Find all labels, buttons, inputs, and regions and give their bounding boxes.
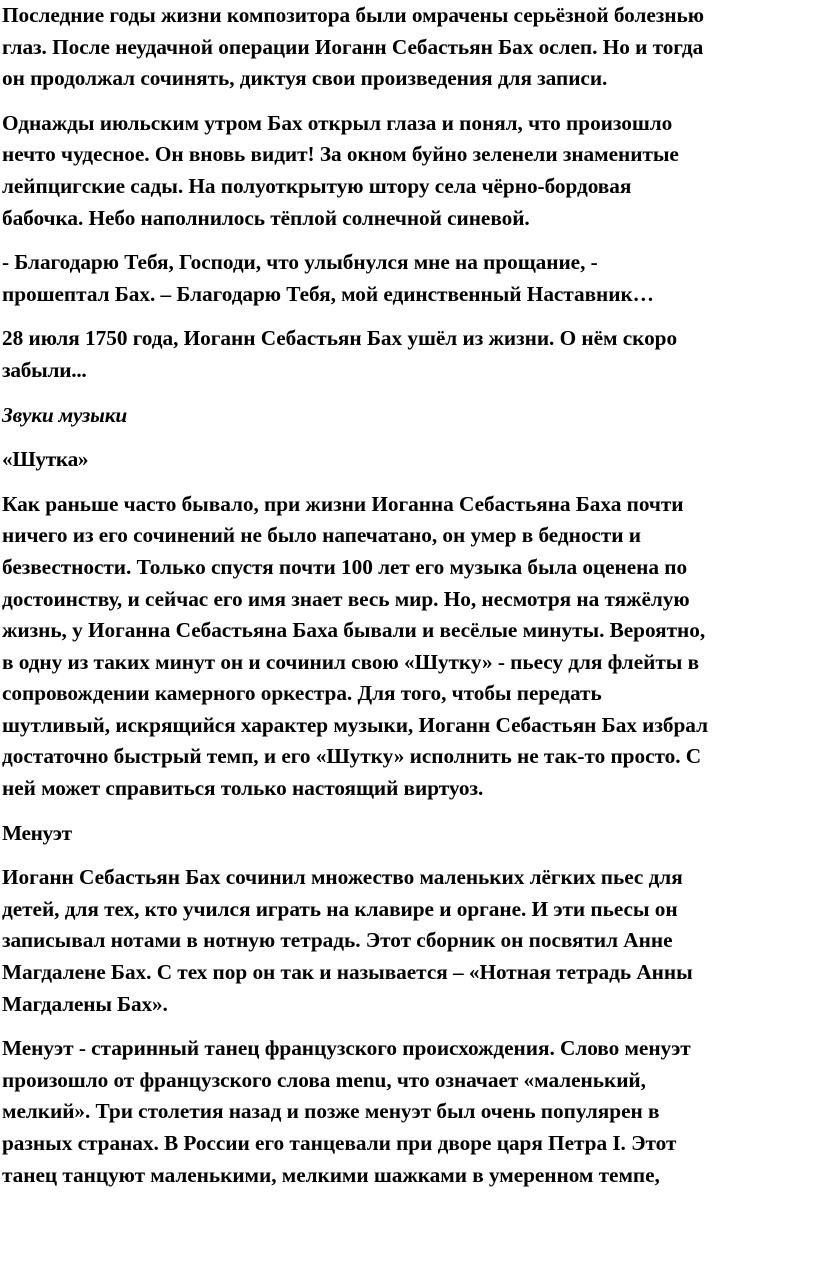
paragraph-minuet-dance (2, 1033, 816, 1191)
text-line: глаз. После неудачной операции Иоганн Себастьян Бах ослеп. Но и тогда (2, 34, 704, 59)
text-line: записывал нотами в нотную тетрадь. Этот сборник он посвятил Анне (2, 928, 673, 953)
text-line: ней может справиться только настоящий виртуоз. (2, 776, 484, 801)
text-line: мелкий». Три столетия назад и позже менуэт был очень популярен в (2, 1099, 660, 1124)
text-line: Однажды июльским утром Бах открыл глаза и понял, что произошло (2, 110, 673, 135)
text-line: он продолжал сочинять, диктуя свои произведения для записи. (2, 66, 608, 91)
text-line: бабочка. Небо наполнилось тёплой солнечной синевой. (2, 205, 530, 230)
text-line: сопровождении камерного оркестра. Для того, чтобы передать (2, 681, 602, 706)
text-line: произошло от французского слова menu, что означает «маленький, (2, 1067, 646, 1092)
text-line: танец танцуют маленькими, мелкими шажками в умеренном темпе, (2, 1162, 660, 1187)
text-line: Магдалены Бах». (2, 991, 168, 1016)
text-line: лейпцигские сады. На полуоткрытую штору села чёрно-бордовая (2, 173, 632, 198)
piece-title-minuet (2, 818, 816, 850)
text-line: прошептал Бах. – Благодарю Тебя, мой единственный Наставник… (2, 281, 654, 306)
text-line: Последние годы жизни композитора были омрачены серьёзной болезнью (2, 3, 704, 27)
heading-text: Звуки музыки (2, 402, 128, 427)
text-line: жизнь, у Иоганна Себастьяна Баха бывали и весёлые минуты. Вероятно, (2, 618, 706, 643)
text-line: достоинству, и сейчас его имя знает весь мир. Но, несмотря на тяжёлую (2, 586, 690, 611)
text-line: разных странах. В России его танцевали при дворе царя Петра I. Этот (2, 1131, 677, 1155)
text-line: ничего из его сочинений не было напечатано, он умер в бедности и (2, 523, 641, 548)
text-line: безвестности. Только спустя почти 100 лет его музыка была оценена по (2, 554, 688, 579)
paragraph-morning (2, 108, 816, 234)
text-line: нечто чудесное. Он вновь видит! За окном буйно зеленели знаменитые (2, 142, 679, 167)
text-line: Иоганн Себастьян Бах сочинил множество маленьких лёгких пьес для (2, 865, 683, 890)
paragraph-joke (2, 489, 816, 805)
text-line: шутливый, искрящийся характер музыки, Иоганн Себастьян Бах избрал (2, 712, 708, 737)
section-heading-sounds (2, 400, 816, 432)
piece-title-joke (2, 444, 816, 476)
paragraph-prayer (2, 247, 816, 310)
text-line: - Благодарю Тебя, Господи, что улыбнулся мне на прощание, - (2, 250, 598, 275)
text-line: Как раньше часто бывало, при жизни Иоганна Себастьяна Баха почти (2, 491, 684, 516)
text-line: в одну из таких минут он и сочинил свою «Шутку» - пьесу для флейты в (2, 649, 700, 674)
text-line: 28 июля 1750 года, Иоганн Себастьян Бах ушёл из жизни. О нём скоро (2, 326, 678, 351)
text-line: Менуэт - старинный танец французского происхождения. Слово менуэт (2, 1036, 691, 1061)
paragraph-death (2, 323, 816, 386)
heading-text: Менуэт (2, 820, 72, 845)
text-line: детей, для тех, кто учился играть на клавире и органе. И эти пьесы он (2, 896, 678, 921)
paragraph-notebook (2, 862, 816, 1020)
heading-text: «Шутка» (2, 447, 89, 472)
text-line: Магдалене Бах. С тех пор он так и называется – «Нотная тетрадь Анны (2, 960, 693, 985)
text-line: достаточно быстрый темп, и его «Шутку» исполнить не так-то просто. С (2, 744, 702, 769)
text-line: забыли... (2, 357, 87, 382)
paragraph-illness (2, 0, 816, 95)
